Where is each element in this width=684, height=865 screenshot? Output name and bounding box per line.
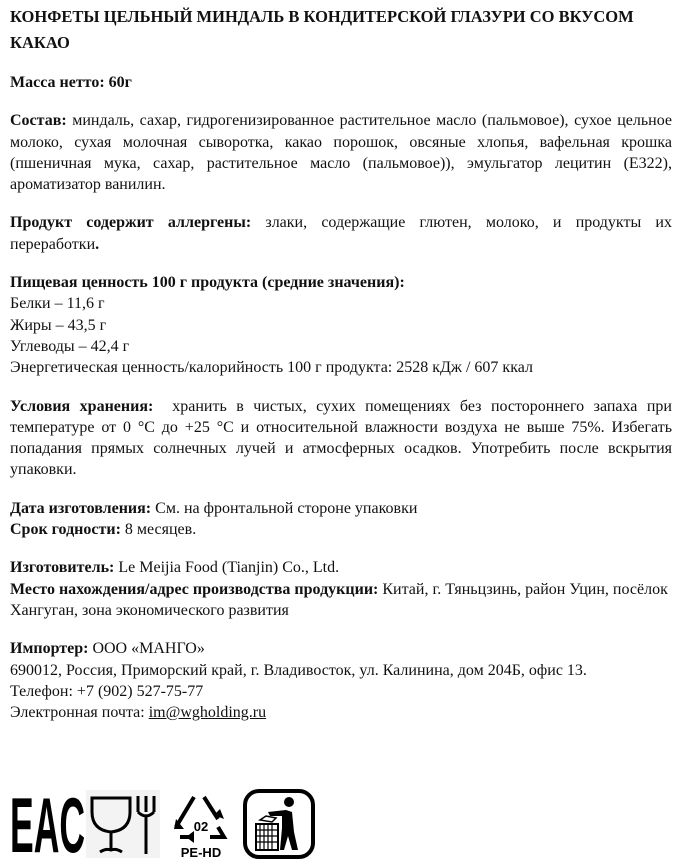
nutrition-carbs: Углеводы – 42,4 г — [10, 337, 130, 355]
net-weight: Масса нетто: 60г — [10, 74, 132, 91]
label-document — [10, 4, 676, 740]
production-date: Дата изготовления: См. на фронтальной стороне упаковки — [10, 499, 418, 517]
manufacturer: Изготовитель: Le Meijia Food (Tianjin) Co., Ltd. — [10, 559, 340, 577]
product-title: КОНФЕТЫ ЦЕЛЬНЫЙ МИНДАЛЬ В КОНДИТЕРСКОЙ ГЛАЗУРИ СО ВКУСОМ КАКАО — [10, 7, 634, 52]
production-address: Место нахождения/адрес производства продукции: Китай, г. Тяньцзинь, район Уцин, посёлок Хангуган, зона экономического развития — [10, 580, 668, 619]
nutrition-label: Пищевая ценность 100 г продукта (средние значения): — [10, 274, 405, 292]
shelf-life: Срок годности: 8 месяцев. — [10, 521, 197, 539]
dates — [10, 498, 672, 541]
importer-email-line: Электронная почта: im@wgholding.ru — [10, 704, 267, 722]
composition-text: миндаль, сахар, гидрогенизированное растительное масло (пальмовое), сухое цельное молоко, сухая молочная сыворотка, какао порошок, овсяные хлопья, вафельная крошка (пшеничная мука, сахар, растительное масло (пальмовое)), эмульгатор лецитин (E322), ароматизатор ванилин. — [10, 112, 672, 194]
importer-block — [10, 638, 672, 723]
allergens-text: злаки, содержащие глютен, молоко, и продукты их переработки — [10, 214, 672, 253]
allergens-label: Продукт содержит аллергены: — [10, 214, 252, 232]
certification-icons — [10, 788, 316, 860]
nutrition-energy: Энергетическая ценность/калорийность 100 г продукта: 2528 кДж / 607 ккал — [10, 359, 533, 377]
manufacturer-block — [10, 557, 672, 621]
food-contact-icon — [86, 790, 160, 858]
email-link[interactable]: im@wgholding.ru — [148, 704, 267, 722]
nutrition-protein: Белки – 11,6 г — [10, 295, 105, 313]
composition — [10, 110, 672, 195]
storage — [10, 396, 676, 481]
recycle-code: 02 — [193, 819, 209, 834]
storage-label: Условия хранения: — [10, 397, 154, 415]
storage-text: хранить в чистых, сухих помещениях без постороннего запаха при температуре от 0 °C до +25 °C и относительной влажности воздуха не выше 75%. Избегать попадания прямых солнечных лучей и атмосферных осадков. Употребить после вскрытия упаковки. — [10, 397, 676, 479]
importer-address: 690012, Россия, Приморский край, г. Владивосток, ул. Калинина, дом 204Б, офис 13. — [10, 661, 587, 679]
recycle-material: PE-HD — [180, 845, 222, 859]
eac-icon — [10, 792, 86, 856]
allergens: Продукт содержит аллергены: злаки, содержащие глютен, молоко, и продукты их переработки. — [10, 214, 672, 253]
nutrition — [10, 272, 672, 378]
nutrition-fat: Жиры – 43,5 г — [10, 316, 107, 334]
eac-text: EAC — [10, 792, 85, 856]
tidyman-icon — [242, 788, 316, 860]
recycle-icon — [166, 789, 236, 859]
importer-phone: Телефон: +7 (902) 527-75-77 — [10, 682, 204, 700]
importer: Импортер: ООО «МАНГО» — [10, 640, 205, 658]
composition-label: Состав: — [10, 112, 67, 130]
